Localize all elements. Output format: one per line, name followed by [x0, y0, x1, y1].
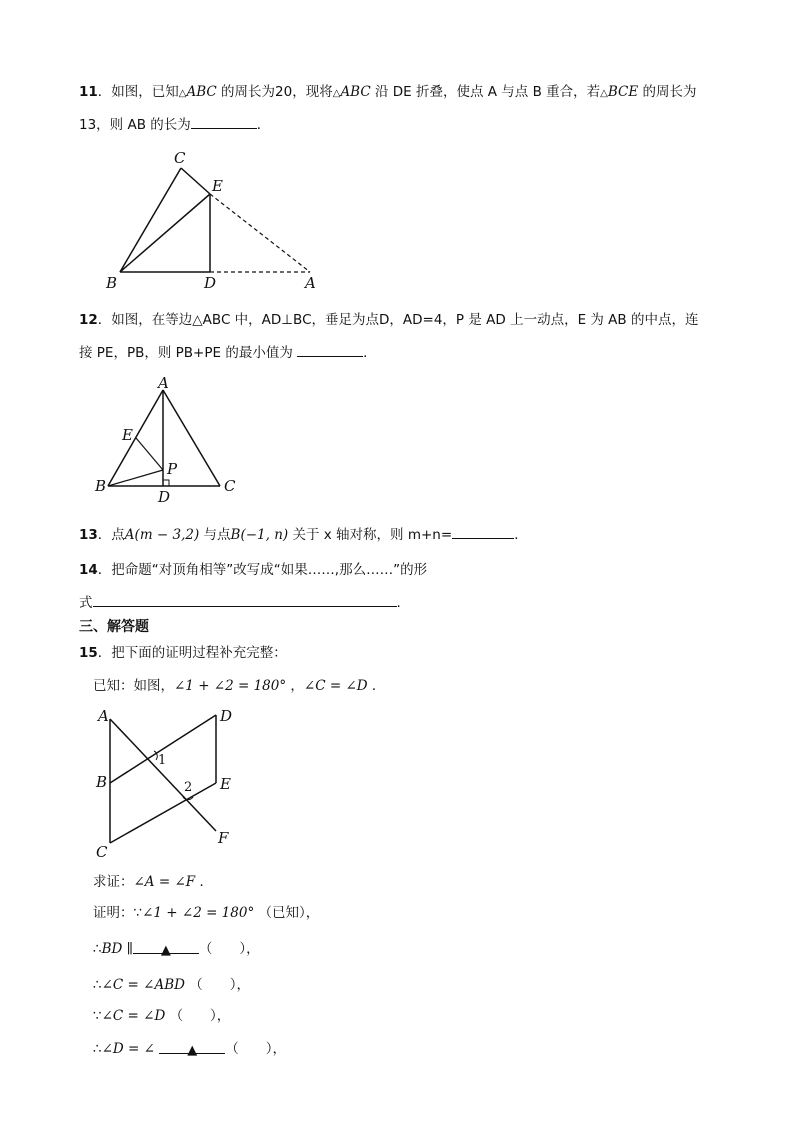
q15-label-angle2: 2 — [184, 780, 193, 795]
section-3-title: 三、解答题 — [79, 619, 149, 635]
q15-number: 15 — [79, 645, 98, 661]
q12-number: 12 — [79, 312, 98, 328]
q15-step1: ∴BD ∥ ▲ （ ）， — [93, 941, 260, 958]
q15-label-f: F — [218, 829, 229, 847]
blank-triangle-icon: ▲ — [187, 1043, 198, 1058]
q15-step1-blank[interactable] — [133, 939, 199, 958]
q12-label-p: P — [167, 460, 178, 478]
q11-label-c: C — [174, 149, 186, 167]
q12-line1: 12．如图，在等边△ABC 中，AD⊥BC，垂足为点D，AD=4，P 是 AD 上一动点，E 为 AB 的中点，连 — [79, 312, 699, 328]
q12-label-e: E — [122, 426, 133, 444]
q15-label-e: E — [220, 775, 231, 793]
q15-label-c: C — [96, 843, 108, 861]
q15-figure — [92, 703, 242, 863]
q15-label-angle1: 1 — [158, 753, 167, 768]
q14-number: 14 — [79, 562, 98, 578]
q15-label-d: D — [220, 707, 233, 725]
q15-intro: 15．把下面的证明过程补充完整： — [79, 645, 287, 661]
q11-label-e: E — [212, 177, 223, 195]
q12-label-c: C — [224, 477, 236, 495]
blank-triangle-icon: ▲ — [160, 943, 171, 958]
q15-label-a: A — [98, 707, 109, 725]
q11-answer-blank[interactable] — [191, 114, 257, 129]
q15-step4-blank[interactable] — [159, 1039, 225, 1058]
q12-label-d: D — [158, 488, 171, 506]
q15-prove: 求证：∠A = ∠F ． — [93, 874, 213, 890]
q12-figure — [92, 374, 252, 506]
q11-number: 11 — [79, 84, 98, 100]
q12-line2: 接 PE，PB，则 PB+PE 的最小值为 ． — [79, 342, 377, 363]
q11-label-d: D — [204, 274, 217, 292]
q12-label-a: A — [158, 374, 169, 392]
q13-line: 13．点A(m − 3,2) 与点B(−1, n) 关于 x 轴对称，则 m+n= ． — [79, 524, 528, 545]
q14-answer-blank[interactable] — [93, 592, 397, 607]
q11-line1: 11．如图，已知△ABC 的周长为20，现将△ABC 沿 DE 折叠，使点 A 与点 B 重合，若△BCE 的周长为 — [79, 84, 697, 100]
q15-proof-start: 证明：∵∠1 + ∠2 = 180° （已知）， — [93, 905, 320, 921]
q13-number: 13 — [79, 527, 98, 543]
q11-label-b: B — [106, 274, 118, 292]
q12-label-b: B — [95, 477, 107, 495]
q11-figure — [100, 148, 330, 293]
q12-answer-blank[interactable] — [297, 342, 363, 357]
q15-label-b: B — [96, 773, 108, 791]
q14-line1: 14．把命题“对顶角相等”改写成“如果……,那么……”的形 — [79, 562, 428, 578]
q13-answer-blank[interactable] — [452, 524, 514, 539]
q11-label-a: A — [305, 274, 316, 292]
q14-line2: 式 . — [79, 592, 401, 613]
q15-step4: ∴∠D = ∠ ▲ （ ）， — [93, 1041, 286, 1058]
q11-line2: 13，则 AB 的长为 ． — [79, 114, 270, 135]
q15-given: 已知：如图，∠1 + ∠2 = 180° ，∠C = ∠D ． — [93, 678, 386, 694]
q15-step2: ∴∠C = ∠ABD （ ）， — [93, 977, 250, 993]
q15-step3: ∵∠C = ∠D （ ）， — [93, 1008, 231, 1024]
